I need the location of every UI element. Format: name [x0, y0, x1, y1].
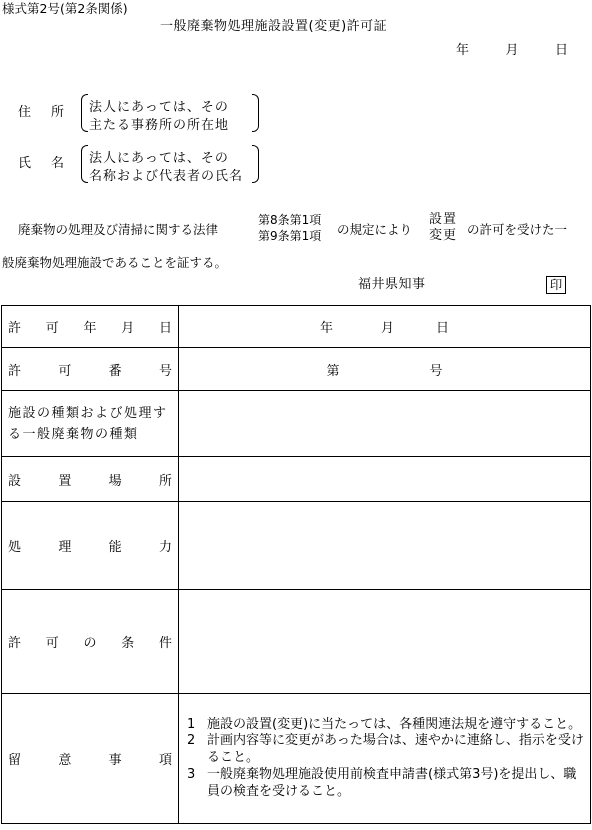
form-number: 様式第2号(第2条関係) — [2, 1, 128, 16]
document-title: 一般廃棄物処理施設設置(変更)許可証 — [160, 19, 388, 34]
law-articles: 第8条第1項 第9条第1項 — [258, 213, 322, 243]
table-row-permit-date — [2, 306, 591, 348]
note-item: 3 一般廃棄物処理施設使用前検査申請書(様式第3号)を提出し、職員の検査を受けること。 — [187, 766, 577, 799]
label-conditions: 許 可 の 条 件 — [2, 590, 179, 694]
permit-table — [1, 305, 591, 824]
label-capacity: 処 理 能 力 — [2, 502, 179, 590]
issue-date-year: 年 — [456, 43, 470, 58]
table-row-facility-type — [2, 391, 591, 457]
address-label: 住 所 — [18, 105, 64, 120]
issue-date — [456, 43, 568, 59]
table-row-location — [2, 457, 591, 502]
issue-date-day: 日 — [554, 43, 568, 58]
certification-text-part2: の規定により — [337, 222, 413, 237]
table-row-permit-number — [2, 348, 591, 391]
name-label: 氏 名 — [18, 156, 64, 171]
value-permit-date: 年 月 日 — [179, 306, 591, 348]
label-location: 設 置 場 所 — [2, 457, 179, 502]
issue-date-month: 月 — [505, 43, 519, 58]
value-facility-type — [179, 391, 591, 457]
note-item: 1 施設の設置(変更)に当たっては、各種関連法規を遵守すること。 — [187, 716, 582, 732]
certification-text-part3: の許可を受けた一 — [467, 222, 568, 237]
name-note: 法人にあっては、その 名称および代表者の氏名 — [81, 144, 259, 184]
value-location — [179, 457, 591, 502]
certification-text-line2: 般廃棄物処理施設であることを証する。 — [2, 255, 228, 270]
table-row-notes — [2, 694, 591, 824]
left-bracket — [81, 145, 88, 183]
address-note: 法人にあっては、その 主たる事務所の所在地 — [81, 93, 259, 133]
label-permit-date: 許 可 年 月 日 — [2, 306, 179, 348]
value-conditions — [179, 590, 591, 694]
left-bracket — [81, 94, 88, 132]
certification-text-part1: 廃棄物の処理及び清掃に関する法律 — [18, 222, 219, 237]
table-row-conditions — [2, 590, 591, 694]
value-capacity — [179, 502, 591, 590]
right-bracket — [252, 94, 259, 132]
value-permit-number: 第 号 — [179, 348, 591, 391]
label-facility-type: 施設の種類および処理する一般廃棄物の種類 — [2, 391, 179, 457]
issuer-name: 福井県知事 — [358, 277, 426, 292]
seal-mark: 印 — [546, 276, 566, 294]
label-notes: 留 意 事 項 — [2, 694, 179, 824]
action-options: 設置 変更 — [429, 212, 458, 243]
label-permit-number: 許 可 番 号 — [2, 348, 179, 391]
table-row-capacity — [2, 502, 591, 590]
right-bracket — [252, 145, 259, 183]
note-item: 2 計画内容等に変更があった場合は、速やかに連絡し、指示を受けること。 — [187, 733, 584, 766]
value-notes — [179, 694, 591, 824]
